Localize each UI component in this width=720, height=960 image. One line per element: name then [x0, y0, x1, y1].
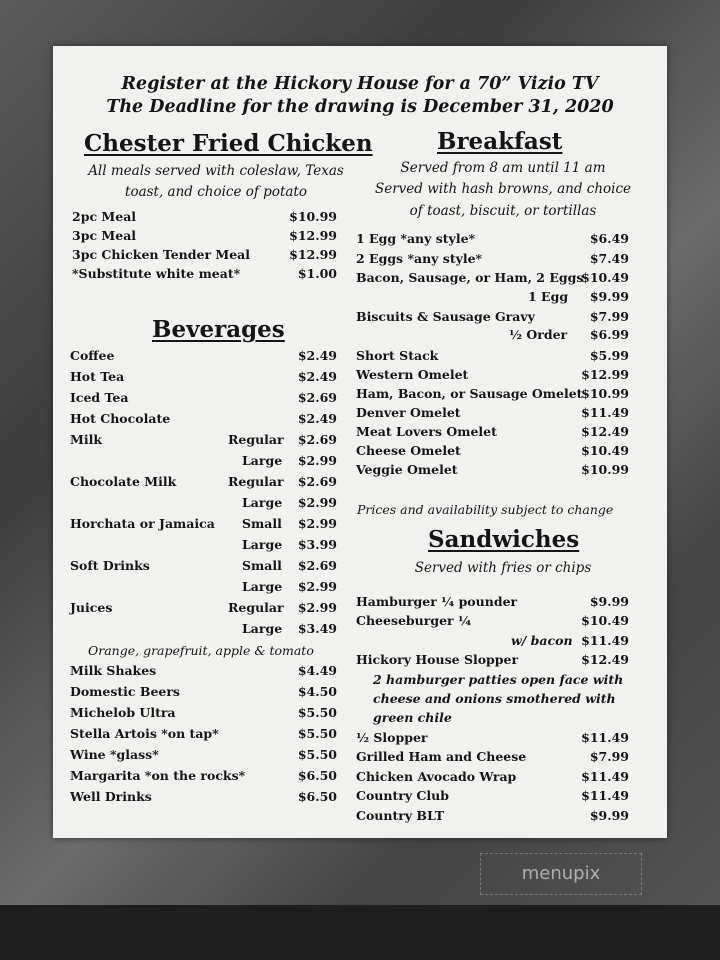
item-size: Small — [242, 516, 282, 531]
item-price: $2.69 — [297, 390, 337, 405]
item-price: $10.99 — [581, 462, 629, 477]
item-name: Juices — [70, 600, 113, 615]
item-price: $3.99 — [297, 537, 337, 552]
item-price: $10.99 — [581, 386, 629, 401]
item-name: Chicken Avocado Wrap — [356, 769, 517, 784]
item-name: Meat Lovers Omelet — [356, 424, 497, 439]
item-price: $11.49 — [581, 730, 629, 745]
item-size: Regular — [228, 474, 284, 489]
beverages-title: Beverages — [152, 316, 285, 343]
item-price: $6.99 — [589, 327, 629, 342]
item-name: Hot Tea — [70, 369, 125, 384]
item-price: $5.50 — [297, 726, 337, 741]
item-size: Large — [242, 537, 283, 552]
item-price: $2.69 — [297, 432, 337, 447]
item-name: Country Club — [356, 788, 449, 803]
item-price: $2.69 — [297, 558, 337, 573]
item-name: Hickory House Slopper — [356, 652, 519, 667]
promo-line-1: Register at the Hickory House for a 70” Vizio TV — [121, 74, 599, 94]
item-name: Well Drinks — [70, 789, 152, 804]
price-disclaimer: Prices and availability subject to change — [357, 502, 614, 517]
item-name: Wine *glass* — [70, 747, 159, 762]
item-name: Stella Artois *on tap* — [70, 726, 219, 741]
item-price: $3.49 — [297, 621, 337, 636]
item-price: $7.49 — [589, 251, 629, 266]
item-price: $7.99 — [589, 309, 629, 324]
item-price: $1.00 — [297, 266, 337, 281]
item-size: Large — [242, 495, 283, 510]
item-name: 3pc Meal — [72, 228, 137, 243]
item-price: $2.99 — [297, 600, 337, 615]
item-price: $11.49 — [581, 405, 629, 420]
item-name: Denver Omelet — [356, 405, 461, 420]
item-price: $11.49 — [581, 633, 629, 648]
item-price: $11.49 — [581, 769, 629, 784]
item-name: 1 Egg *any style* — [356, 231, 476, 246]
item-name: ½ Slopper — [356, 730, 428, 745]
item-name: Domestic Beers — [70, 684, 180, 699]
item-price: $10.49 — [581, 443, 629, 458]
item-name: Cheeseburger ¼ — [356, 613, 472, 628]
item-price: $2.99 — [297, 453, 337, 468]
item-price: $6.49 — [589, 231, 629, 246]
item-size: Regular — [228, 600, 284, 615]
item-price: $5.99 — [589, 348, 629, 363]
item-name: Coffee — [70, 348, 115, 363]
item-name: Hamburger ¼ pounder — [356, 594, 518, 609]
item-size: Large — [242, 621, 283, 636]
item-name: Hot Chocolate — [70, 411, 171, 426]
item-price: $2.49 — [297, 411, 337, 426]
item-price: $2.49 — [297, 348, 337, 363]
item-name: Grilled Ham and Cheese — [356, 749, 527, 764]
sandwiches-title: Sandwiches — [428, 526, 580, 553]
item-price: $11.49 — [581, 788, 629, 803]
item-name: Soft Drinks — [70, 558, 150, 573]
item-size: Regular — [228, 432, 284, 447]
item-name: Country BLT — [356, 808, 445, 823]
item-name: Biscuits & Sausage Gravy — [356, 309, 535, 324]
item-price: $12.99 — [289, 247, 337, 262]
item-price: $6.50 — [297, 768, 337, 783]
juice-note: Orange, grapefruit, apple & tomato — [88, 643, 314, 658]
item-price: $2.69 — [297, 474, 337, 489]
item-name: 3pc Chicken Tender Meal — [72, 247, 251, 262]
menupix-watermark: menupix — [480, 853, 642, 895]
item-name: Bacon, Sausage, or Ham, 2 Eggs — [356, 270, 584, 285]
item-name: Chocolate Milk — [70, 474, 177, 489]
item-price: $4.49 — [297, 663, 337, 678]
item-price: $4.50 — [297, 684, 337, 699]
item-name: ½ Order — [509, 327, 568, 342]
item-price: $12.49 — [581, 424, 629, 439]
item-size: Large — [242, 579, 283, 594]
item-price: $10.49 — [581, 270, 629, 285]
slopper-description: 2 hamburger patties open face with — [373, 672, 624, 687]
item-price: $5.50 — [297, 705, 337, 720]
breakfast-subtitle-2: Served with hash browns, and choice — [374, 181, 632, 197]
item-price: $2.99 — [297, 579, 337, 594]
item-name: Margarita *on the rocks* — [70, 768, 246, 783]
menu-paper — [53, 46, 667, 838]
breakfast-subtitle-1: Served from 8 am until 11 am — [400, 160, 606, 176]
item-name: Horchata or Jamaica — [70, 516, 215, 531]
item-price: $9.99 — [589, 594, 629, 609]
item-name: *Substitute white meat* — [72, 266, 241, 281]
slopper-description: green chile — [373, 710, 452, 725]
slopper-description: cheese and onions smothered with — [373, 691, 616, 706]
item-name: Iced Tea — [70, 390, 129, 405]
item-name: Milk Shakes — [70, 663, 157, 678]
chicken-title: Chester Fried Chicken — [84, 130, 373, 157]
item-name: Michelob Ultra — [70, 705, 176, 720]
item-price: $2.49 — [297, 369, 337, 384]
item-name: Veggie Omelet — [356, 462, 458, 477]
item-price: $10.49 — [581, 613, 629, 628]
item-name: Short Stack — [356, 348, 439, 363]
item-name: Cheese Omelet — [356, 443, 461, 458]
chicken-subtitle-2: toast, and choice of potato — [125, 184, 307, 200]
item-price: $6.50 — [297, 789, 337, 804]
item-price: $12.49 — [581, 652, 629, 667]
item-name: 2pc Meal — [72, 209, 137, 224]
item-name: Milk — [70, 432, 102, 447]
item-price: $12.99 — [289, 228, 337, 243]
item-price: $12.99 — [581, 367, 629, 382]
sandwiches-subtitle: Served with fries or chips — [414, 560, 592, 576]
table-surface — [0, 905, 720, 960]
item-name: Ham, Bacon, or Sausage Omelet — [356, 386, 583, 401]
item-size: Small — [242, 558, 282, 573]
breakfast-title: Breakfast — [437, 128, 563, 155]
promo-line-2: The Deadline for the drawing is December 31, 2020 — [106, 97, 614, 117]
item-price: $9.99 — [589, 808, 629, 823]
item-price: $9.99 — [589, 289, 629, 304]
item-name: 2 Eggs *any style* — [356, 251, 483, 266]
item-price: $2.99 — [297, 516, 337, 531]
item-price: $7.99 — [589, 749, 629, 764]
chicken-subtitle-1: All meals served with coleslaw, Texas — [88, 163, 344, 179]
item-price: $2.99 — [297, 495, 337, 510]
breakfast-subtitle-3: of toast, biscuit, or tortillas — [409, 203, 597, 219]
item-name: 1 Egg — [528, 289, 569, 304]
item-name: w/ bacon — [511, 633, 573, 648]
item-price: $5.50 — [297, 747, 337, 762]
item-price: $10.99 — [289, 209, 337, 224]
item-size: Large — [242, 453, 283, 468]
item-name: Western Omelet — [356, 367, 469, 382]
